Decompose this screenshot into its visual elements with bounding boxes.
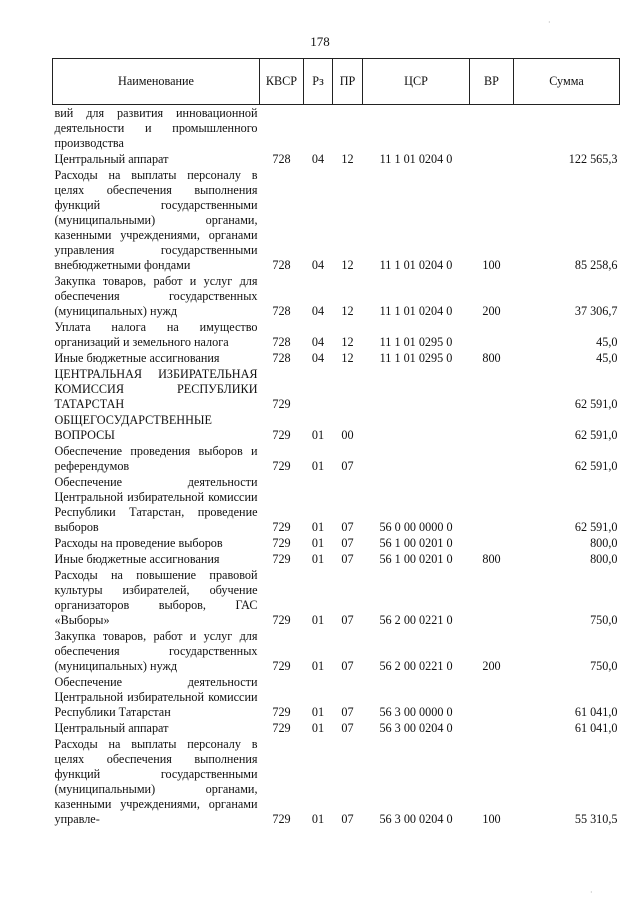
cell-rz: 01: [311, 659, 325, 673]
cell-name: Расходы на выплаты персоналу в целях обеспечения выполнения функций государственными (муниципальными) органами, казенными учреждениями, органами управления государственными внебюджетными фондами: [54, 168, 258, 272]
header-rz: Рз: [304, 59, 333, 105]
cell-vr: 800: [482, 351, 501, 365]
cell-rz: 01: [311, 613, 325, 627]
header-vr: ВР: [470, 59, 514, 105]
cell-name: ОБЩЕГОСУДАРСТВЕННЫЕ ВОПРОСЫ: [54, 413, 212, 442]
table-row: [53, 443, 620, 474]
cell-name: Центральный аппарат: [54, 152, 169, 166]
cell-rz: [304, 366, 333, 412]
cell-name: Расходы на выплаты персоналу в целях обеспечения выполнения функций государственными (муниципальными) органами, казенными учреждениями, органами управле-: [54, 737, 258, 826]
cell-pr: 07: [341, 613, 354, 627]
cell-csr: [363, 366, 470, 412]
cell-csr: 56 3 00 0204 0: [379, 721, 453, 735]
cell-csr: 56 1 00 0201 0: [379, 552, 453, 566]
cell-sum: 62 591,0: [574, 397, 618, 411]
cell-kvsr: 729: [272, 552, 291, 566]
cell-sum: 800,0: [590, 552, 618, 566]
cell-vr: 200: [482, 659, 501, 673]
table-row: [53, 412, 620, 443]
cell-vr: [470, 366, 514, 412]
table-row: [53, 736, 620, 827]
cell-vr: [470, 412, 514, 443]
cell-kvsr: 729: [272, 520, 291, 534]
cell-sum: 750,0: [590, 659, 618, 673]
cell-kvsr: 728: [272, 152, 291, 166]
header-kvsr: КВСР: [260, 59, 304, 105]
cell-pr: 12: [341, 304, 354, 318]
cell-pr: [333, 366, 363, 412]
cell-kvsr: 729: [272, 812, 291, 826]
cell-vr: [470, 720, 514, 736]
cell-pr: 07: [341, 459, 354, 473]
cell-sum: 62 591,0: [574, 428, 618, 442]
cell-pr: 07: [341, 536, 354, 550]
cell-rz: 01: [311, 536, 325, 550]
cell-rz: 04: [311, 335, 325, 349]
cell-csr: 56 2 00 0221 0: [379, 613, 453, 627]
cell-name: вий для развития инновационной деятельности и промышленного производства: [54, 106, 258, 150]
cell-pr: 07: [341, 705, 354, 719]
header-csr: ЦСР: [363, 59, 470, 105]
cell-vr: 800: [482, 552, 501, 566]
table-row: [53, 366, 620, 412]
cell-vr: [470, 535, 514, 551]
cell-name: Центральный аппарат: [54, 721, 169, 735]
cell-name: Иные бюджетные ассигнования: [54, 552, 220, 566]
table-row: [53, 151, 620, 167]
table-row: [53, 105, 620, 152]
cell-pr: 07: [341, 812, 354, 826]
cell-name: Иные бюджетные ассигнования: [54, 351, 220, 365]
cell-sum: 55 310,5: [574, 812, 618, 826]
cell-rz: 04: [311, 258, 325, 272]
cell-kvsr: 728: [272, 304, 291, 318]
cell-csr: [363, 105, 470, 152]
cell-csr: 56 3 00 0204 0: [379, 812, 453, 826]
cell-sum: 750,0: [590, 613, 618, 627]
cell-kvsr: 729: [272, 536, 291, 550]
table-row: [53, 273, 620, 319]
cell-sum: 800,0: [590, 536, 618, 550]
cell-pr: 12: [341, 351, 354, 365]
cell-rz: 01: [311, 812, 325, 826]
cell-kvsr: 728: [272, 335, 291, 349]
cell-csr: 56 3 00 0000 0: [379, 705, 453, 719]
page-number: 178: [310, 34, 330, 49]
cell-vr: 100: [482, 258, 501, 272]
cell-name: Расходы на проведение выборов: [54, 536, 223, 550]
cell-vr: [470, 674, 514, 720]
cell-kvsr: 729: [272, 705, 291, 719]
header-sum: Сумма: [514, 59, 620, 105]
cell-vr: [470, 443, 514, 474]
table-row: [53, 474, 620, 535]
cell-csr: 56 2 00 0221 0: [379, 659, 453, 673]
table-row: [53, 535, 620, 551]
cell-vr: 100: [482, 812, 501, 826]
table-row: [53, 319, 620, 350]
cell-vr: [470, 567, 514, 628]
cell-rz: [304, 105, 333, 152]
cell-csr: 56 0 00 0000 0: [379, 520, 453, 534]
table-row: [53, 551, 620, 567]
table-row: [53, 167, 620, 273]
cell-kvsr: 729: [272, 659, 291, 673]
table-body: [53, 105, 620, 828]
cell-vr: [470, 105, 514, 152]
cell-name: Закупка товаров, работ и услуг для обеспечения государственных (муниципальных) нужд: [54, 629, 258, 673]
cell-pr: 12: [341, 335, 354, 349]
cell-kvsr: 729: [272, 721, 291, 735]
cell-csr: 11 1 01 0204 0: [379, 152, 453, 166]
cell-csr: 11 1 01 0295 0: [379, 335, 453, 349]
cell-sum: 45,0: [596, 335, 618, 349]
cell-sum: 85 258,6: [574, 258, 618, 272]
table-row: [53, 567, 620, 628]
cell-name: Обеспечение деятельности Центральной избирательной комиссии Республики Татарстан: [54, 675, 258, 719]
table-row: [53, 720, 620, 736]
table-row: [53, 350, 620, 366]
cell-kvsr: [260, 105, 304, 152]
cell-kvsr: 729: [272, 459, 291, 473]
cell-csr: 11 1 01 0295 0: [379, 351, 453, 365]
cell-sum: 62 591,0: [574, 520, 618, 534]
cell-rz: 01: [311, 552, 325, 566]
cell-name: Уплата налога на имущество организаций и земельного налога: [54, 320, 258, 349]
cell-kvsr: 729: [272, 613, 291, 627]
cell-pr: 12: [341, 152, 354, 166]
cell-pr: 07: [341, 520, 354, 534]
scan-mark: ·: [548, 18, 551, 27]
cell-vr: 200: [482, 304, 501, 318]
cell-pr: 12: [341, 258, 354, 272]
cell-kvsr: 729: [272, 428, 291, 442]
cell-name: ЦЕНТРАЛЬНАЯ ИЗБИРАТЕЛЬНАЯ КОМИССИЯ РЕСПУБЛИКИ ТАТАРСТАН: [54, 367, 258, 411]
cell-pr: 07: [341, 721, 354, 735]
budget-table: [52, 58, 620, 827]
cell-name: Расходы на повышение правовой культуры избирателей, обучение организаторов выборов, ГАС «Выборы»: [54, 568, 258, 627]
cell-rz: 04: [311, 152, 325, 166]
cell-sum: 61 041,0: [574, 705, 618, 719]
cell-sum: 61 041,0: [574, 721, 618, 735]
cell-rz: 01: [311, 428, 325, 442]
cell-sum: 122 565,3: [568, 152, 618, 166]
cell-name: Обеспечение проведения выборов и референдумов: [54, 444, 258, 473]
cell-kvsr: 728: [272, 258, 291, 272]
table-row: [53, 628, 620, 674]
table-row: [53, 674, 620, 720]
cell-kvsr: 728: [272, 351, 291, 365]
cell-vr: [470, 319, 514, 350]
cell-name: Закупка товаров, работ и услуг для обеспечения государственных (муниципальных) нужд: [54, 274, 258, 318]
cell-rz: 01: [311, 705, 325, 719]
cell-sum: 45,0: [596, 351, 618, 365]
cell-vr: [470, 474, 514, 535]
table-header: [53, 59, 620, 105]
cell-pr: 07: [341, 552, 354, 566]
cell-pr: 00: [341, 428, 354, 442]
cell-pr: [333, 105, 363, 152]
cell-rz: 01: [311, 459, 325, 473]
header-name: Наименование: [53, 59, 260, 105]
cell-sum: 37 306,7: [574, 304, 618, 318]
scan-mark: ·: [590, 888, 593, 897]
cell-rz: 04: [311, 304, 325, 318]
cell-csr: 56 1 00 0201 0: [379, 536, 453, 550]
cell-csr: 11 1 01 0204 0: [379, 304, 453, 318]
cell-pr: 07: [341, 659, 354, 673]
cell-csr: 11 1 01 0204 0: [379, 258, 453, 272]
cell-rz: 01: [311, 520, 325, 534]
cell-vr: [470, 151, 514, 167]
cell-rz: 04: [311, 351, 325, 365]
cell-csr: [363, 412, 470, 443]
cell-rz: 01: [311, 721, 325, 735]
cell-csr: [363, 443, 470, 474]
cell-name: Обеспечение деятельности Центральной избирательной комиссии Республики Татарстан, проведение выборов: [54, 475, 258, 534]
header-pr: ПР: [333, 59, 363, 105]
cell-sum: 62 591,0: [574, 459, 618, 473]
cell-kvsr: 729: [272, 397, 291, 411]
cell-sum: [514, 105, 620, 152]
